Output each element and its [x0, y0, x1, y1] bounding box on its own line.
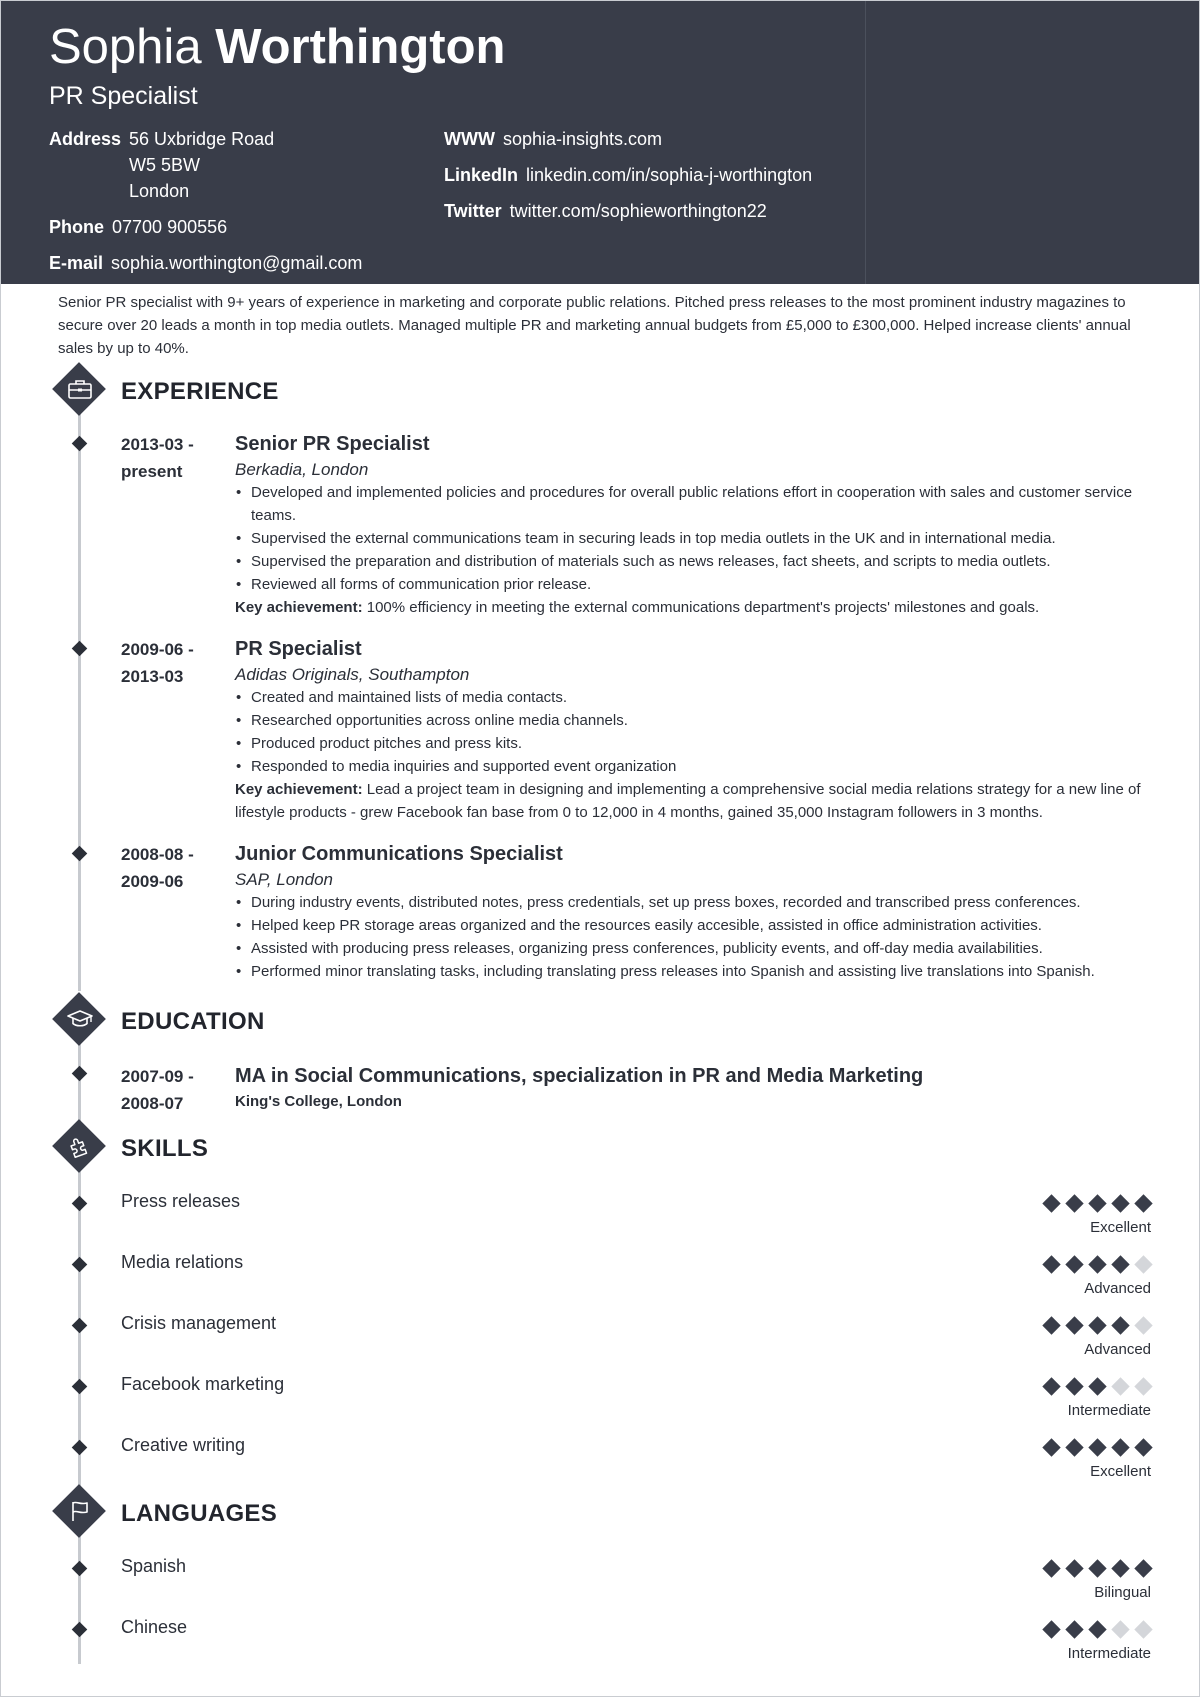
- proficiency-level: Bilingual: [1094, 1584, 1151, 1601]
- list-item: • Helped keep PR storage areas organized and the resources easily accesible, assisted in office administration activities.: [235, 914, 1165, 937]
- role-title: Senior PR Specialist: [235, 433, 430, 455]
- list-item: • Created and maintained lists of media contacts.: [235, 686, 1165, 709]
- rating-diamond-filled: [1111, 1255, 1129, 1273]
- linkedin-row: [444, 162, 812, 188]
- date-end: 2013-03: [121, 667, 184, 686]
- experience-body: [235, 841, 1165, 983]
- rating-diamonds: [1041, 1438, 1153, 1456]
- timeline-dot: [72, 1318, 88, 1334]
- list-item: • Assisted with producing press releases, organizing press conferences, publicity events, and off-day media availabilities.: [235, 937, 1165, 960]
- education-body: [235, 1063, 1165, 1113]
- timeline-dot: [72, 1257, 88, 1273]
- rating-diamond-empty: [1134, 1620, 1152, 1638]
- rating-diamond-filled: [1042, 1620, 1060, 1638]
- date-end: 2009-06: [121, 872, 184, 891]
- candidate-name: [49, 17, 505, 77]
- rating-diamond-filled: [1065, 1194, 1083, 1212]
- list-item: • Researched opportunities across online media channels.: [235, 709, 1165, 732]
- linkedin-label: LinkedIn: [444, 165, 519, 185]
- rating-diamond-empty: [1134, 1255, 1152, 1273]
- rating-diamond-filled: [1042, 1194, 1060, 1212]
- rating-diamond-filled: [1134, 1559, 1152, 1577]
- rating-diamond-filled: [1065, 1316, 1083, 1334]
- key-achievement: [235, 778, 1165, 824]
- company-name: Adidas Originals, Southampton: [235, 665, 470, 684]
- timeline-dot: [72, 436, 88, 452]
- www-label: WWW: [444, 129, 495, 149]
- date-end: present: [121, 462, 183, 481]
- rating-diamond-filled: [1065, 1255, 1083, 1273]
- proficiency-level: Excellent: [1090, 1463, 1151, 1480]
- address-line: 56 Uxbridge Road: [129, 129, 275, 149]
- skill-name: Crisis management: [121, 1313, 277, 1333]
- date-start: 2013-03 -: [121, 435, 194, 454]
- header-divider: [865, 1, 866, 284]
- list-item: • Responded to media inquiries and supported event organization: [235, 755, 1165, 778]
- address-line: W5 5BW: [129, 155, 201, 175]
- rating-diamond-filled: [1088, 1194, 1106, 1212]
- date-start: 2009-06 -: [121, 640, 194, 659]
- email-label: E-mail: [49, 253, 104, 273]
- experience-dates: [121, 431, 231, 485]
- rating-diamond-empty: [1134, 1316, 1152, 1334]
- rating-diamond-filled: [1065, 1438, 1083, 1456]
- rating-diamond-filled: [1111, 1194, 1129, 1212]
- skills-heading: SKILLS: [121, 1135, 209, 1162]
- rating-diamond-filled: [1042, 1438, 1060, 1456]
- rating-diamond-filled: [1134, 1438, 1152, 1456]
- rating-diamond-filled: [1111, 1559, 1129, 1577]
- rating-diamond-filled: [1065, 1620, 1083, 1638]
- address-line: London: [129, 181, 190, 201]
- twitter-link[interactable]: twitter.com/sophieworthington22: [509, 201, 767, 221]
- proficiency-level: Advanced: [1084, 1280, 1151, 1297]
- twitter-row: [444, 198, 812, 224]
- list-item: • Supervised the external communications team in securing leads in top media outlets in the UK and in international media.: [235, 527, 1165, 550]
- skill-name: Media relations: [121, 1252, 244, 1272]
- proficiency-level: Excellent: [1090, 1219, 1151, 1236]
- list-item: • Reviewed all forms of communication prior release.: [235, 573, 1165, 596]
- experience-heading: EXPERIENCE: [121, 378, 279, 405]
- timeline-dot: [72, 1379, 88, 1395]
- rating-diamond-filled: [1042, 1255, 1060, 1273]
- timeline-dot: [72, 1066, 88, 1082]
- phone-label: Phone: [49, 217, 105, 237]
- date-start: 2007-09 -: [121, 1067, 194, 1086]
- phone-value: 07700 900556: [112, 217, 228, 237]
- role-title: Junior Communications Specialist: [235, 843, 563, 865]
- rating-diamonds: [1041, 1620, 1153, 1638]
- duties-list: [235, 481, 1165, 596]
- timeline-line: [78, 1536, 81, 1664]
- timeline-dot: [72, 1196, 88, 1212]
- skill-name: Creative writing: [121, 1435, 246, 1455]
- timeline-dot: [72, 1440, 88, 1456]
- duties-list: [235, 686, 1165, 778]
- resume-header: [1, 1, 1200, 284]
- rating-diamonds: [1041, 1255, 1153, 1273]
- skill-name: Press releases: [121, 1191, 241, 1211]
- timeline-dot: [72, 641, 88, 657]
- flag-icon: [65, 1496, 95, 1526]
- role-title: PR Specialist: [235, 638, 362, 660]
- last-name: Worthington: [215, 20, 506, 74]
- timeline-line: [78, 401, 81, 991]
- contact-column-left: [49, 126, 362, 286]
- list-item: • Supervised the preparation and distribution of materials such as news releases, fact sheets, and scripts to media outlets.: [235, 550, 1165, 573]
- education-heading: EDUCATION: [121, 1008, 265, 1035]
- language-name: Spanish: [121, 1556, 187, 1576]
- address-row: [49, 126, 362, 204]
- list-item: • Developed and implemented policies and procedures for overall public relations effort in cooperation with sales and customer service teams.: [235, 481, 1165, 527]
- rating-diamonds: [1041, 1316, 1153, 1334]
- rating-diamond-filled: [1111, 1316, 1129, 1334]
- address-value: [129, 126, 274, 204]
- skill-name: Facebook marketing: [121, 1374, 285, 1394]
- www-row: [444, 126, 812, 152]
- duties-list: [235, 891, 1165, 983]
- puzzle-icon: [65, 1131, 95, 1161]
- briefcase-icon: [65, 374, 95, 404]
- rating-diamond-empty: [1111, 1620, 1129, 1638]
- rating-diamond-filled: [1088, 1438, 1106, 1456]
- linkedin-link[interactable]: linkedin.com/in/sophia-j-worthington: [526, 165, 813, 185]
- experience-body: [235, 431, 1165, 619]
- education-dates: [121, 1063, 231, 1117]
- experience-dates: [121, 636, 231, 690]
- rating-diamond-filled: [1111, 1438, 1129, 1456]
- school-name: King's College, London: [235, 1093, 402, 1110]
- profile-summary: Senior PR specialist with 9+ years of experience in marketing and corporate public relations. Pitched press releases to the most prominent industry magazines to secure over 20 leads a month in top media outlets. Managed multiple PR and marketing annual budgets from £5,000 to £300,000. Helped increase clients' annual sales by up to 40%.: [58, 294, 1131, 357]
- key-achievement: [235, 596, 1165, 619]
- experience-body: [235, 636, 1165, 824]
- email-row: [49, 250, 362, 276]
- rating-diamond-filled: [1088, 1377, 1106, 1395]
- experience-dates: [121, 841, 231, 895]
- email-link[interactable]: sophia.worthington@gmail.com: [111, 253, 363, 273]
- proficiency-level: Advanced: [1084, 1341, 1151, 1358]
- rating-diamond-filled: [1042, 1316, 1060, 1334]
- rating-diamond-empty: [1111, 1377, 1129, 1395]
- rating-diamond-empty: [1134, 1377, 1152, 1395]
- achievement-text: Lead a project team in designing and implementing a comprehensive social media relations strategy for a new line of lifestyle products - grew Facebook fan base from 0 to 12,000 in 4 months, gained 35,000 Instagram followers in 3 months.: [235, 781, 1141, 821]
- rating-diamond-filled: [1088, 1255, 1106, 1273]
- achievement-text: 100% efficiency in meeting the external communications department's projects' milestones and goals.: [362, 599, 1040, 616]
- rating-diamond-filled: [1088, 1620, 1106, 1638]
- job-title: PR Specialist: [49, 82, 198, 110]
- company-name: SAP, London: [235, 870, 333, 889]
- proficiency-level: Intermediate: [1067, 1402, 1151, 1419]
- twitter-label: Twitter: [444, 201, 502, 221]
- rating-diamonds: [1041, 1559, 1153, 1577]
- proficiency-level: Intermediate: [1067, 1645, 1151, 1662]
- company-name: Berkadia, London: [235, 460, 369, 479]
- rating-diamond-filled: [1042, 1559, 1060, 1577]
- date-start: 2008-08 -: [121, 845, 194, 864]
- list-item: • Performed minor translating tasks, including translating press releases into Spanish and assisting live translations into Spanish.: [235, 960, 1165, 983]
- www-link[interactable]: sophia-insights.com: [502, 129, 663, 149]
- rating-diamond-filled: [1065, 1377, 1083, 1395]
- contact-column-right: [444, 126, 812, 234]
- rating-diamond-filled: [1065, 1559, 1083, 1577]
- rating-diamond-filled: [1042, 1377, 1060, 1395]
- rating-diamond-filled: [1088, 1559, 1106, 1577]
- achievement-label: Key achievement:: [235, 599, 363, 616]
- address-label: Address: [49, 129, 122, 149]
- graduation-cap-icon: [65, 1004, 95, 1034]
- rating-diamonds: [1041, 1377, 1153, 1395]
- timeline-dot: [72, 1561, 88, 1577]
- list-item: • Produced product pitches and press kits.: [235, 732, 1165, 755]
- achievement-label: Key achievement:: [235, 781, 363, 798]
- timeline-dot: [72, 1622, 88, 1638]
- timeline-dot: [72, 846, 88, 862]
- date-end: 2008-07: [121, 1094, 184, 1113]
- languages-heading: LANGUAGES: [121, 1500, 278, 1527]
- language-name: Chinese: [121, 1617, 188, 1637]
- rating-diamond-filled: [1088, 1316, 1106, 1334]
- rating-diamond-filled: [1134, 1194, 1152, 1212]
- phone-row: [49, 214, 362, 240]
- rating-diamonds: [1041, 1194, 1153, 1212]
- degree-title: MA in Social Communications, specialization in PR and Media Marketing: [235, 1065, 924, 1087]
- first-name: Sophia: [49, 20, 202, 74]
- list-item: • During industry events, distributed notes, press credentials, set up press boxes, recorded and transcribed press conferences.: [235, 891, 1165, 914]
